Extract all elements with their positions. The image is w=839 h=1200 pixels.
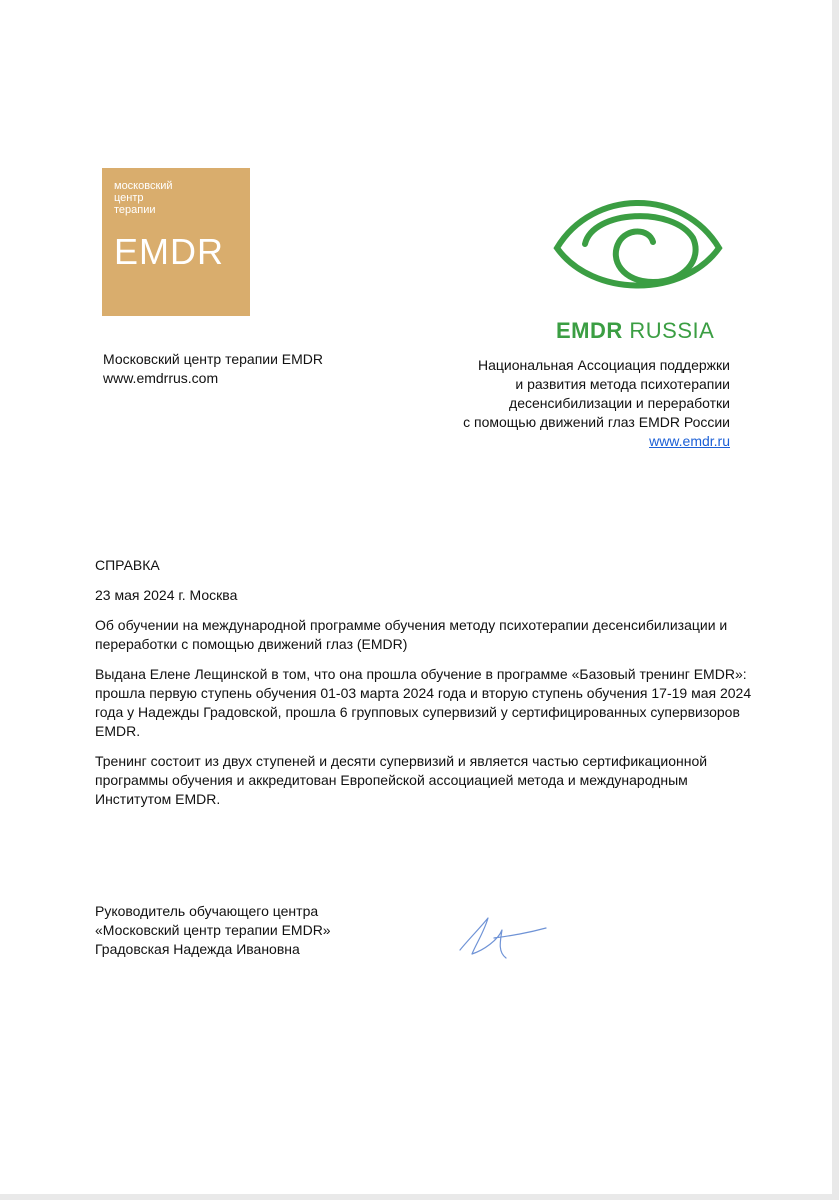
- document-paragraph: Выдана Елене Лещинской в том, что она прошла обучение в программе «Базовый тренинг EMDR»: прошла первую ступень обучения 01-03 марта 2024 года и вторую ступень обучения 17-19 мая 2024 года у Надежды Градовской, прошла 6 групповых супервизий у сертифицированных супервизоров EMDR.: [95, 666, 752, 739]
- signer-position: Руководитель обучающего центра: [95, 903, 319, 919]
- document-paragraph: Тренинг состоит из двух ступеней и десяти супервизий и является частью сертификационной программы обучения и аккредитован Европейской ассоциацией метода и международным Институтом EMDR.: [95, 753, 708, 807]
- right-contact-line: с помощью движений глаз EMDR России: [463, 414, 730, 430]
- emdr-ru-link[interactable]: www.emdr.ru: [649, 433, 730, 449]
- document-date: 23 мая 2024 г. Москва: [95, 587, 238, 603]
- right-contact: [463, 356, 730, 451]
- logo-brand: EMDR: [114, 231, 224, 272]
- document-subject: Об обучении на международной программе обучения методу психотерапии десенсибилизации и переработки с помощью движений глаз (EMDR): [95, 617, 728, 652]
- moscow-center-logo: [102, 168, 250, 316]
- logo-caption-line: московский: [114, 180, 173, 192]
- left-org-name: Московский центр терапии EMDR: [103, 351, 324, 367]
- document-body: [95, 556, 755, 820]
- logo-caption-line: терапии: [114, 204, 156, 216]
- right-contact-line: десенсибилизации и переработки: [509, 395, 730, 411]
- left-contact: [103, 350, 323, 388]
- logo-caption-line: центр: [114, 192, 144, 204]
- title-thin: RUSSIA: [629, 318, 715, 343]
- handwritten-signature: [458, 910, 548, 965]
- signer-name: Градовская Надежда Ивановна: [95, 941, 300, 957]
- eye-icon: [553, 198, 723, 294]
- emdr-russia-title: [556, 318, 714, 344]
- signature-block: [95, 902, 331, 959]
- right-contact-line: и развития метода психотерапии: [515, 376, 730, 392]
- right-contact-line: Национальная Ассоциация поддержки: [478, 357, 730, 373]
- left-site: www.emdrrus.com: [103, 370, 219, 386]
- signer-organization: «Московский центр терапии EMDR»: [95, 922, 331, 938]
- document-heading: СПРАВКА: [95, 557, 160, 573]
- logo-caption: [114, 180, 173, 216]
- title-bold: EMDR: [556, 318, 623, 343]
